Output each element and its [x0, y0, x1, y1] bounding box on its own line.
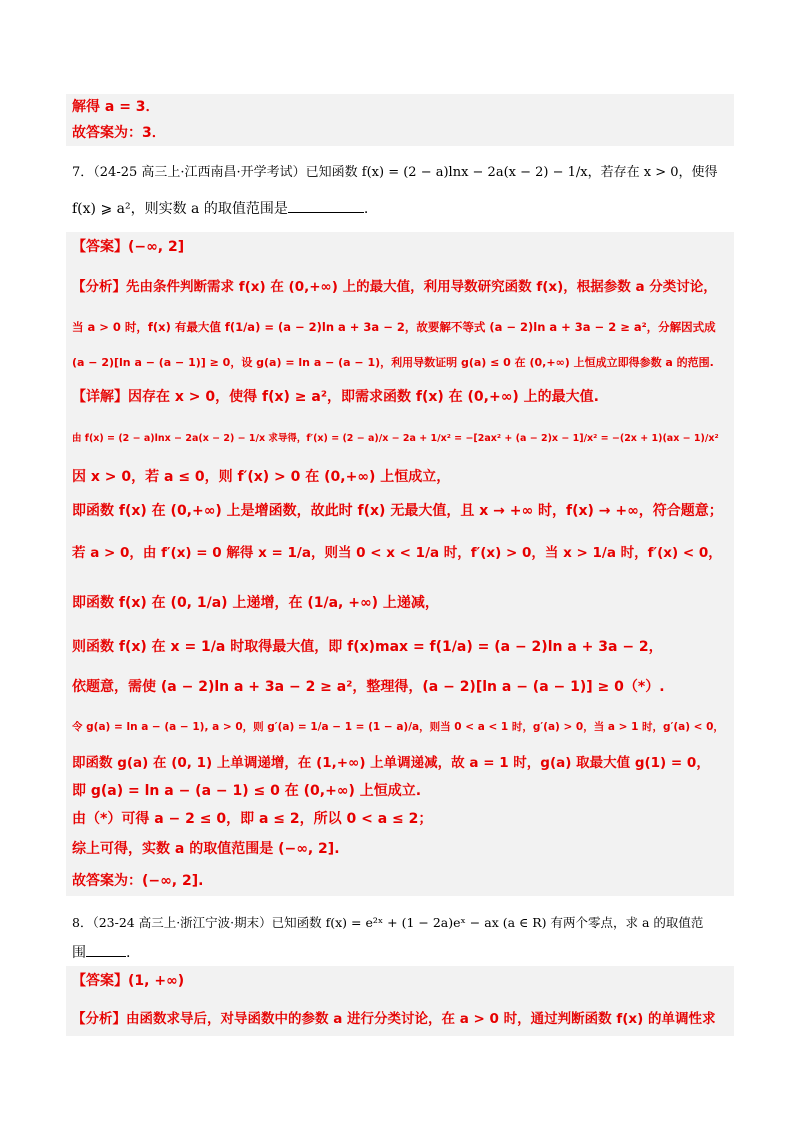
q7-detail-line: 故答案为：(−∞, 2].	[72, 873, 204, 889]
q7-analysis-line: 当 a > 0 时，f(x) 有最大值 f(1/a) = (a − 2)ln a + 3a − 2，故要解不等式 (a − 2)ln a + 3a − 2 ≥ a²，分解因式成	[72, 320, 716, 334]
q8-answer-blank	[86, 942, 126, 957]
q8-stem-period: .	[126, 945, 131, 961]
q7-detail-line: 即函数 f(x) 在 (0,+∞) 上是增函数，故此时 f(x) 无最大值，且 x → +∞ 时，f(x) → +∞，符合题意；	[72, 503, 723, 519]
q8-stem-line-1: 8．（23-24 高三上·浙江宁波·期末）已知函数 f(x) = e²ˣ + (1 − 2a)eˣ − ax (a ∈ R) 有两个零点，求 a 的取值范	[72, 915, 704, 930]
q7-detail-line: 若 a > 0，由 f′(x) = 0 解得 x = 1/a，则当 0 < x < 1/a 时，f′(x) > 0，当 x > 1/a 时，f′(x) < 0，	[72, 545, 722, 561]
q7-detail-line: 即 g(a) = ln a − (a − 1) ≤ 0 在 (0,+∞) 上恒成立.	[72, 783, 422, 799]
q8-analysis-line: 【分析】由函数求导后，对导函数中的参数 a 进行分类讨论，在 a > 0 时，通过判断函数 f(x) 的单调性求	[72, 1011, 716, 1027]
q7-stem-line-2	[72, 198, 728, 220]
q7-detail-line: 即函数 g(a) 在 (0, 1) 上单调递增，在 (1,+∞) 上单调递减，故 a = 1 时，g(a) 取最大值 g(1) = 0，	[72, 755, 710, 771]
q7-answer-blank	[288, 198, 364, 213]
q7-analysis-line: 【分析】先由条件判断需求 f(x) 在 (0,+∞) 上的最大值，利用导数研究函数 f(x)，根据参数 a 分类讨论，	[72, 279, 717, 295]
q8-stem-line-2	[72, 942, 728, 964]
q7-detail-line: 即函数 f(x) 在 (0, 1/a) 上递增，在 (1/a, +∞) 上递减，	[72, 595, 439, 611]
q7-analysis-line: (a − 2)[ln a − (a − 1)] ≥ 0，设 g(a) = ln a − (a − 1)，利用导数证明 g(a) ≤ 0 在 (0,+∞) 上恒成立即得参数 a 的范围.	[72, 356, 714, 369]
q7-detail-line: 综上可得，实数 a 的取值范围是 (−∞, 2].	[72, 841, 340, 857]
q7-detail-line: 由 f(x) = (2 − a)lnx − 2a(x − 2) − 1/x 求导得，f′(x) = (2 − a)/x − 2a + 1/x² = −[2ax² + (a − 2)x − 1]/x² = −(2x + 1)(ax − 1)/x²	[72, 433, 719, 444]
q7-detail-line: 则函数 f(x) 在 x = 1/a 时取得最大值，即 f(x)max = f(1/a) = (a − 2)ln a + 3a − 2，	[72, 639, 663, 655]
q7-detail-line: 【详解】因存在 x > 0，使得 f(x) ≥ a²，即需求函数 f(x) 在 (0,+∞) 上的最大值.	[72, 389, 599, 405]
q7-detail-line: 因 x > 0，若 a ≤ 0，则 f′(x) > 0 在 (0,+∞) 上恒成立，	[72, 469, 451, 485]
q7-detail-line: 依题意，需使 (a − 2)ln a + 3a − 2 ≥ a²，整理得，(a − 2)[ln a − (a − 1)] ≥ 0（*）.	[72, 679, 665, 695]
q8-stem-text: 围	[72, 945, 86, 961]
q7-detail-line: 令 g(a) = ln a − (a − 1), a > 0，则 g′(a) = 1/a − 1 = (1 − a)/a，则当 0 < a < 1 时，g′(a) > 0，当 a > 1 时，g′(a) < 0，	[72, 721, 724, 733]
q8-answer: 【答案】(1, +∞)	[72, 973, 185, 989]
q7-stem-line-1: 7．（24-25 高三上·江西南昌·开学考试）已知函数 f(x) = (2 − a)lnx − 2a(x − 2) − 1/x，若存在 x > 0，使得	[72, 165, 718, 180]
q7-answer: 【答案】(−∞, 2]	[72, 239, 185, 255]
previous-solution-line: 解得 a = 3．	[72, 99, 160, 115]
q7-stem-text: f(x) ⩾ a²，则实数 a 的取值范围是	[72, 201, 288, 217]
previous-answer-line: 故答案为：3．	[72, 125, 166, 141]
q7-detail-line: 由（*）可得 a − 2 ≤ 0，即 a ≤ 2，所以 0 < a ≤ 2；	[72, 811, 433, 827]
q7-stem-period: .	[363, 201, 369, 217]
